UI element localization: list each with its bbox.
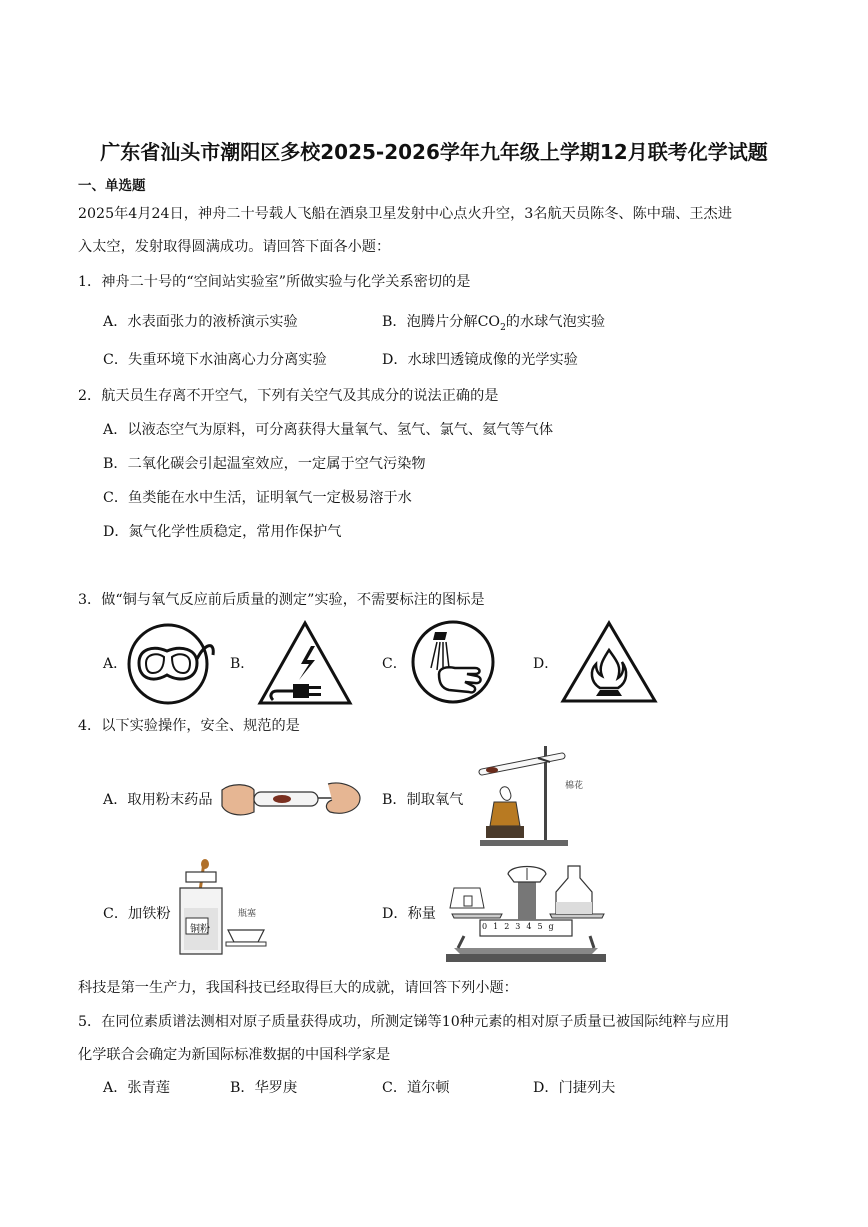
q1-option-c: C．失重环境下水油离心力分离实验 xyxy=(103,352,327,368)
q5-option-d: D．门捷列夫 xyxy=(533,1080,616,1096)
intro-line-2: 入太空，发射取得圆满成功。请回答下面各小题： xyxy=(78,239,391,255)
q2-option-c: C．鱼类能在水中生活，证明氧气一定极易溶于水 xyxy=(103,490,412,506)
balance-scale-illustration xyxy=(440,862,612,966)
q2-option-d: D．氮气化学性质稳定，常用作保护气 xyxy=(103,524,342,540)
section-heading: 一、单选题 xyxy=(78,178,146,194)
q5-line-1: 5．在同位素质谱法测相对原子质量获得成功，所测定锑等10种元素的相对原子质量已被国际纯粹与应用 xyxy=(78,1014,730,1030)
q5-option-b: B．华罗庚 xyxy=(230,1080,298,1096)
q4-option-a: A．取用粉末药品 xyxy=(103,792,213,808)
q1-option-d: D．水球凹透镜成像的光学实验 xyxy=(382,352,578,368)
q1-stem: 1．神舟二十号的“空间站实验室”所做实验与化学关系密切的是 xyxy=(78,274,471,290)
q3-option-a: A． xyxy=(103,656,128,672)
q5-line-2: 化学联合会确定为新国际标准数据的中国科学家是 xyxy=(78,1047,391,1063)
q1-option-a: A．水表面张力的液桥演示实验 xyxy=(103,314,298,330)
q4-option-b: B．制取氧气 xyxy=(382,792,464,808)
intro2: 科技是第一生产力，我国科技已经取得巨大的成就，请回答下列小题： xyxy=(78,980,518,996)
scale-ticks: 012345g xyxy=(482,922,560,931)
iron-powder-bottle-illustration xyxy=(176,858,276,958)
document-title: 广东省汕头市潮阳区多校2025-2026学年九年级上学期12月联考化学试题 xyxy=(100,140,768,164)
cotton-label: 棉花 xyxy=(565,781,584,791)
q4-option-d: D．称量 xyxy=(382,906,436,922)
fire-hazard-icon xyxy=(560,620,658,704)
q3-option-d: D． xyxy=(533,656,559,672)
oxygen-apparatus-illustration xyxy=(470,742,590,850)
q4-stem: 4．以下实验操作，安全、规范的是 xyxy=(78,718,300,734)
intro-line-1: 2025年4月24日，神舟二十号载人飞船在酒泉卫星发射中心点火升空，3名航天员陈冬、陈中瑞、王杰进 xyxy=(78,206,732,222)
q2-stem: 2．航天员生存离不开空气，下列有关空气及其成分的说法正确的是 xyxy=(78,388,499,404)
copper-powder-label: 铜粉 xyxy=(190,924,210,935)
q2-option-a: A．以液态空气为原料，可分离获得大量氧气、氢气、氯气、氦气等气体 xyxy=(103,422,554,438)
powder-transfer-illustration xyxy=(220,776,362,820)
q4-option-c: C．加铁粉 xyxy=(103,906,171,922)
q3-option-c: C． xyxy=(382,656,407,672)
q2-option-b: B．二氧化碳会引起温室效应，一定属于空气污染物 xyxy=(103,456,426,472)
q3-stem: 3．做“铜与氧气反应前后质量的测定”实验，不需要标注的图标是 xyxy=(78,592,485,608)
stopper-label: 瓶塞 xyxy=(238,909,257,919)
wash-hands-icon xyxy=(409,618,497,706)
q5-option-a: A．张青莲 xyxy=(103,1080,170,1096)
q5-option-c: C．道尔顿 xyxy=(382,1080,450,1096)
electric-hazard-icon xyxy=(257,620,353,706)
goggles-icon xyxy=(127,621,213,707)
q1-option-b: B．泡腾片分解$CO_2$的水球气泡实验 xyxy=(382,314,606,333)
q3-option-b: B． xyxy=(230,656,255,672)
co2-formula: $CO_2$ xyxy=(477,314,506,333)
